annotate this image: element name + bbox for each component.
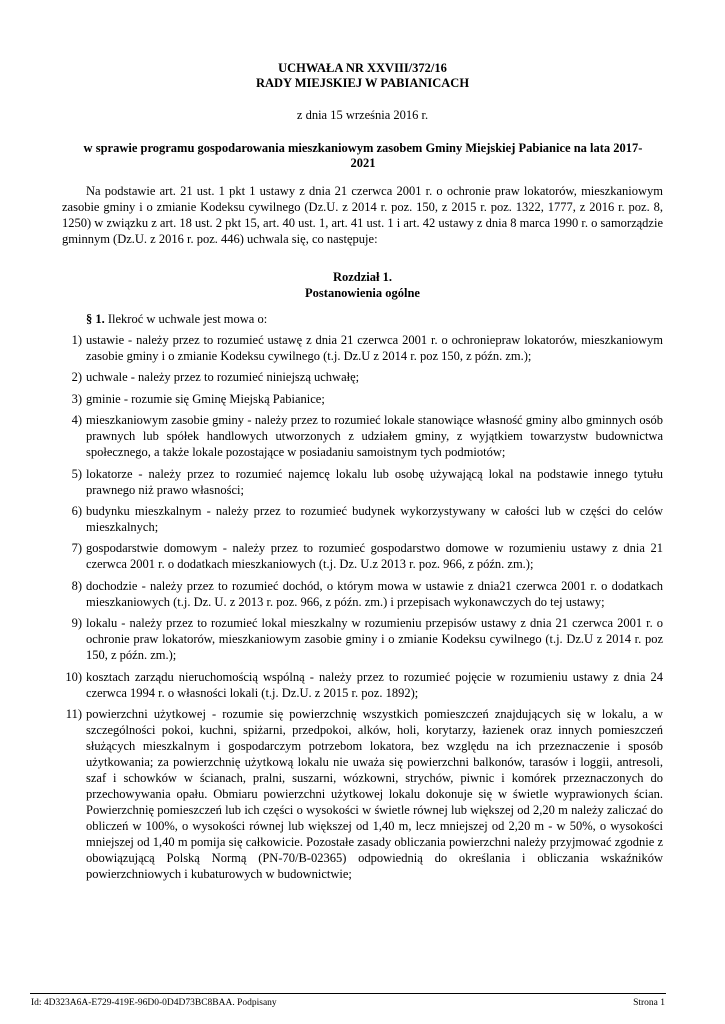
item-text: kosztach zarządu nieruchomością wspólną - należy przez to rozumieć pojęcie w rozumieniu ustawy z dnia 24 czerwca 1994 r. o własności lokali (t.j. Dz.U. z 2015 r. poz. 1892); <box>86 669 663 700</box>
item-number: 10) <box>65 669 82 684</box>
page-number: Strona 1 <box>633 998 665 1008</box>
list-item <box>50 503 663 535</box>
paragraph-text: Ilekroć w uchwale jest mowa o: <box>107 312 268 326</box>
resolution-number: UCHWAŁA NR XXVIII/372/16 <box>278 61 447 75</box>
item-number: 6) <box>71 503 82 518</box>
item-text: lokalu - należy przez to rozumieć lokal mieszkalny w rozumieniu przepisów ustawy z dnia 21 czerwca 2001 r. o ochronie praw lokatorów, mieszkaniowym zasobie gminy i o zmianie Kodeksu cywilnego (t.j. Dz.U z 2014 r. poz 150, z późn. zm.); <box>86 616 663 663</box>
resolution-subject: w sprawie programu gospodarowania mieszkaniowym zasobem Gminy Miejskiej Pabianice na lata 2017-2021 <box>83 141 643 170</box>
item-number: 4) <box>71 413 82 428</box>
paragraph-1-heading <box>86 312 267 327</box>
item-number: 9) <box>71 616 82 631</box>
list-item <box>50 669 663 701</box>
list-item <box>50 332 663 364</box>
item-text: budynku mieszkalnym - należy przez to rozumieć budynek wykorzystywany w całości lub w części do celów mieszkalnych; <box>86 503 663 534</box>
chapter-number: Rozdział 1. <box>332 270 393 284</box>
item-number: 3) <box>71 391 82 406</box>
item-number: 2) <box>71 370 82 385</box>
chapter-title: Postanowienia ogólne <box>305 286 420 300</box>
footer-divider <box>30 993 666 994</box>
definitions-list <box>50 332 663 887</box>
list-item <box>50 369 663 385</box>
item-text: lokatorze - należy przez to rozumieć najemcę lokalu lub osobę używającą lokal na podstawie innego tytułu prawnego niż prawo własności; <box>86 466 663 497</box>
list-item <box>50 391 663 407</box>
item-text: mieszkaniowym zasobie gminy - należy przez to rozumieć lokale stanowiące własność gminy albo gminnych osób prawnych lub spółek handlowych utworzonych z udziałem gminy, z wyjątkiem towarzystw budownictwa społecznego, a także lokale pozostające w posiadaniu samoistnym tych podmiotów; <box>86 413 663 460</box>
item-text: uchwale - należy przez to rozumieć niniejszą uchwałę; <box>86 370 360 385</box>
item-number: 1) <box>71 333 82 347</box>
list-item <box>50 540 663 572</box>
list-item <box>50 466 663 498</box>
list-item <box>50 706 663 882</box>
council-name: RADY MIEJSKIEJ W PABIANICACH <box>255 76 470 90</box>
item-number: 11) <box>65 706 82 721</box>
legal-basis-paragraph: Na podstawie art. 21 ust. 1 pkt 1 ustawy z dnia 21 czerwca 2001 r. o ochronie praw lokatorów, mieszkaniowym zasobie gminy i o zmianie Kodeksu cywilnego (Dz.U. z 2014 r. poz. 150, z 2015 r. poz. 1322, 1777, z 2016 r. poz. 8, 1250) w związku z art. 18 ust. 2 pkt 15, art. 40 ust. 1, art. 41 ust. 1 i art. 42 ustawy z dnia 8 marca 1990 r. o samorządzie gminnym (Dz.U. z 2016 r. poz. 446) uchwala się, co następuje: <box>62 184 663 246</box>
document-id: Id: 4D323A6A-E729-419E-96D0-0D4D73BC8BAA. Podpisany <box>31 998 277 1008</box>
item-text: powierzchni użytkowej - rozumie się powierzchnię wszystkich pomieszczeń znajdujących się w lokalu, a w szczególności pokoi, kuchni, spiżarni, przedpokoi, alków, holi, korytarzy, łazienek oraz innych pomieszczeń służących mieszkalnym i gospodarczym potrzebom lokatora, bez względu na ich przeznaczenie i sposób użytkowania; za powierzchnię użytkową lokalu nie uważa się powierzchni balkonów, tarasów i loggii, antresoli, szaf i schowków w ścianach, pralni, suszarni, wózkowni, strychów, piwnic i komórek przeznaczonych do przechowywania opału. Obmiaru powierzchni użytkowej lokalu dokonuje się w świetle wyprawionych ścian. Powierzchnię pomieszczeń lub ich części o wysokości w świetle równej lub większej od 2,20 m należy zaliczać do obliczeń w 100%, o wysokości równej lub większej od 1,40 m, lecz mniejszej od 2,20 m - w 50%, o wysokości mniejszej od 1,40 m pomija się całkowicie. Pozostałe zasady obliczania powierzchni należy przyjmować zgodnie z obowiązującą Polską Normą (PN-70/B-02365) odpowiednią do określania i obliczania wskaźników powierzchniowych i kubaturowych w budownictwie; <box>86 706 663 881</box>
item-text: gminie - rozumie się Gminę Miejską Pabianice; <box>86 391 325 406</box>
list-item <box>50 615 663 663</box>
list-item <box>50 412 663 460</box>
item-number: 8) <box>71 578 82 593</box>
item-text: dochodzie - należy przez to rozumieć dochód, o którym mowa w ustawie z dnia21 czerwca 2001 r. o dodatkach mieszkaniowych (t.j. Dz. U. z 2013 r. poz. 966, z późn. zm.) i przepisach wykonawczych do tej ustawy; <box>86 578 663 609</box>
list-item <box>50 578 663 610</box>
item-text: gospodarstwie domowym - należy przez to rozumieć gospodarstwo domowe w rozumieniu ustawy z dnia 21 czerwca 2001 r. o dodatkach mieszkaniowych (t.j. Dz. U.z 2013 r. poz. 966, z późn. zm.); <box>86 541 663 572</box>
paragraph-mark: § 1. <box>86 312 105 326</box>
item-number: 5) <box>71 466 82 481</box>
item-number: 7) <box>71 541 82 556</box>
item-text: ustawie - należy przez to rozumieć ustawę z dnia 21 czerwca 2001 r. o ochroniepraw lokatorów, mieszkaniowym zasobie gminy i o zmianie Kodeksu cywilnego (t.j. Dz.U z 2014 r. poz 150, z późn. zm.); <box>86 333 663 363</box>
resolution-date: z dnia 15 września 2016 r. <box>296 108 429 122</box>
